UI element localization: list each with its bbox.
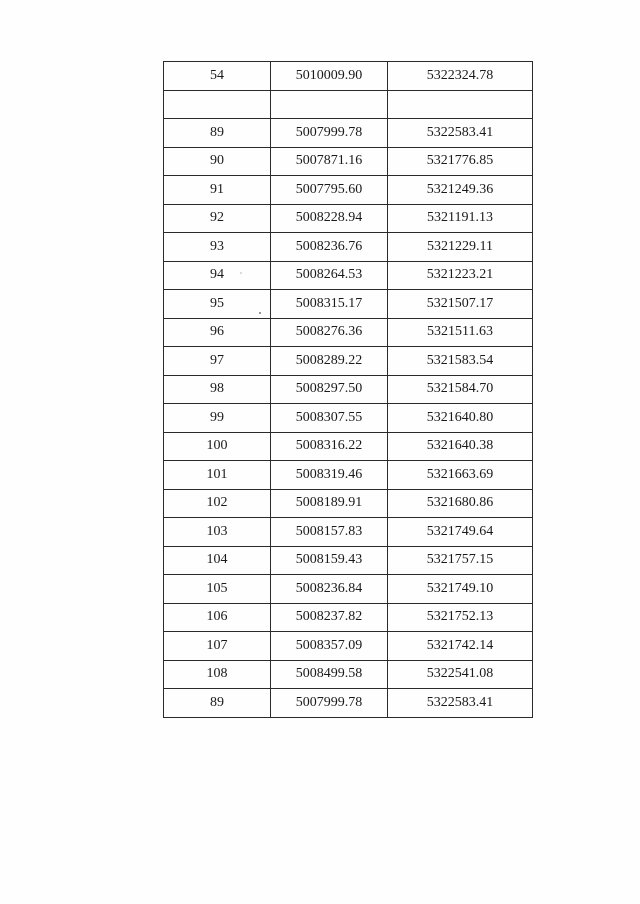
y-coordinate-cell: 5321229.11 xyxy=(388,233,533,262)
table-row xyxy=(164,689,533,718)
y-coordinate-cell: 5321680.86 xyxy=(388,489,533,518)
point-number-cell: 54 xyxy=(164,62,271,91)
point-number-cell: 106 xyxy=(164,603,271,632)
table-row xyxy=(164,147,533,176)
y-coordinate-cell: 5322324.78 xyxy=(388,62,533,91)
point-number-cell: 104 xyxy=(164,546,271,575)
x-coordinate-cell: 5008289.22 xyxy=(271,347,388,376)
point-number-cell: 94 xyxy=(164,261,271,290)
x-coordinate-cell: 5007999.78 xyxy=(271,689,388,718)
table-row xyxy=(164,62,533,91)
y-coordinate-cell: 5321191.13 xyxy=(388,204,533,233)
point-number-cell: 90 xyxy=(164,147,271,176)
point-number-cell: 89 xyxy=(164,119,271,148)
point-number-cell: 103 xyxy=(164,518,271,547)
coordinate-table xyxy=(163,61,533,718)
table-row xyxy=(164,347,533,376)
table-row xyxy=(164,404,533,433)
point-number-cell: 108 xyxy=(164,660,271,689)
x-coordinate-cell: 5008264.53 xyxy=(271,261,388,290)
y-coordinate-cell: 5321223.21 xyxy=(388,261,533,290)
table-row xyxy=(164,261,533,290)
table-row xyxy=(164,290,533,319)
table-row xyxy=(164,660,533,689)
x-coordinate-cell: 5007871.16 xyxy=(271,147,388,176)
y-coordinate-cell: 5321742.14 xyxy=(388,632,533,661)
point-number-cell: 89 xyxy=(164,689,271,718)
x-coordinate-cell: 5008276.36 xyxy=(271,318,388,347)
x-coordinate-cell: 5008228.94 xyxy=(271,204,388,233)
point-number-cell: 95 xyxy=(164,290,271,319)
y-coordinate-cell xyxy=(388,90,533,119)
y-coordinate-cell: 5321663.69 xyxy=(388,461,533,490)
x-coordinate-cell: 5008157.83 xyxy=(271,518,388,547)
point-number-cell: 93 xyxy=(164,233,271,262)
x-coordinate-cell: 5007795.60 xyxy=(271,176,388,205)
table-row xyxy=(164,90,533,119)
table-row xyxy=(164,318,533,347)
table-row xyxy=(164,603,533,632)
x-coordinate-cell: 5008189.91 xyxy=(271,489,388,518)
point-number-cell: 91 xyxy=(164,176,271,205)
x-coordinate-cell: 5008236.84 xyxy=(271,575,388,604)
point-number-cell: 102 xyxy=(164,489,271,518)
point-number-cell: 99 xyxy=(164,404,271,433)
point-number-cell: 96 xyxy=(164,318,271,347)
x-coordinate-cell: 5008307.55 xyxy=(271,404,388,433)
table-row xyxy=(164,233,533,262)
table-row xyxy=(164,489,533,518)
y-coordinate-cell: 5321752.13 xyxy=(388,603,533,632)
y-coordinate-cell: 5321640.38 xyxy=(388,432,533,461)
y-coordinate-cell: 5321583.54 xyxy=(388,347,533,376)
table-row xyxy=(164,632,533,661)
x-coordinate-cell xyxy=(271,90,388,119)
y-coordinate-cell: 5322583.41 xyxy=(388,119,533,148)
table-row xyxy=(164,119,533,148)
x-coordinate-cell: 5008315.17 xyxy=(271,290,388,319)
point-number-cell: 98 xyxy=(164,375,271,404)
scan-speck xyxy=(259,312,261,314)
y-coordinate-cell: 5321757.15 xyxy=(388,546,533,575)
x-coordinate-cell: 5007999.78 xyxy=(271,119,388,148)
y-coordinate-cell: 5322541.08 xyxy=(388,660,533,689)
scan-speck xyxy=(240,272,242,274)
table-row xyxy=(164,432,533,461)
x-coordinate-cell: 5010009.90 xyxy=(271,62,388,91)
x-coordinate-cell: 5008319.46 xyxy=(271,461,388,490)
x-coordinate-cell: 5008357.09 xyxy=(271,632,388,661)
x-coordinate-cell: 5008316.22 xyxy=(271,432,388,461)
point-number-cell: 100 xyxy=(164,432,271,461)
table-row xyxy=(164,461,533,490)
y-coordinate-cell: 5321584.70 xyxy=(388,375,533,404)
point-number-cell: 92 xyxy=(164,204,271,233)
y-coordinate-cell: 5321640.80 xyxy=(388,404,533,433)
point-number-cell: 97 xyxy=(164,347,271,376)
y-coordinate-cell: 5321749.64 xyxy=(388,518,533,547)
y-coordinate-cell: 5322583.41 xyxy=(388,689,533,718)
table-row xyxy=(164,546,533,575)
table-row xyxy=(164,575,533,604)
coordinate-table-body xyxy=(164,62,533,718)
table-row xyxy=(164,204,533,233)
point-number-cell: 107 xyxy=(164,632,271,661)
table-row xyxy=(164,176,533,205)
point-number-cell: 101 xyxy=(164,461,271,490)
y-coordinate-cell: 5321507.17 xyxy=(388,290,533,319)
y-coordinate-cell: 5321511.63 xyxy=(388,318,533,347)
point-number-cell: 105 xyxy=(164,575,271,604)
y-coordinate-cell: 5321749.10 xyxy=(388,575,533,604)
table-row xyxy=(164,375,533,404)
x-coordinate-cell: 5008236.76 xyxy=(271,233,388,262)
x-coordinate-cell: 5008237.82 xyxy=(271,603,388,632)
point-number-cell xyxy=(164,90,271,119)
y-coordinate-cell: 5321249.36 xyxy=(388,176,533,205)
x-coordinate-cell: 5008499.58 xyxy=(271,660,388,689)
x-coordinate-cell: 5008297.50 xyxy=(271,375,388,404)
x-coordinate-cell: 5008159.43 xyxy=(271,546,388,575)
table-row xyxy=(164,518,533,547)
y-coordinate-cell: 5321776.85 xyxy=(388,147,533,176)
